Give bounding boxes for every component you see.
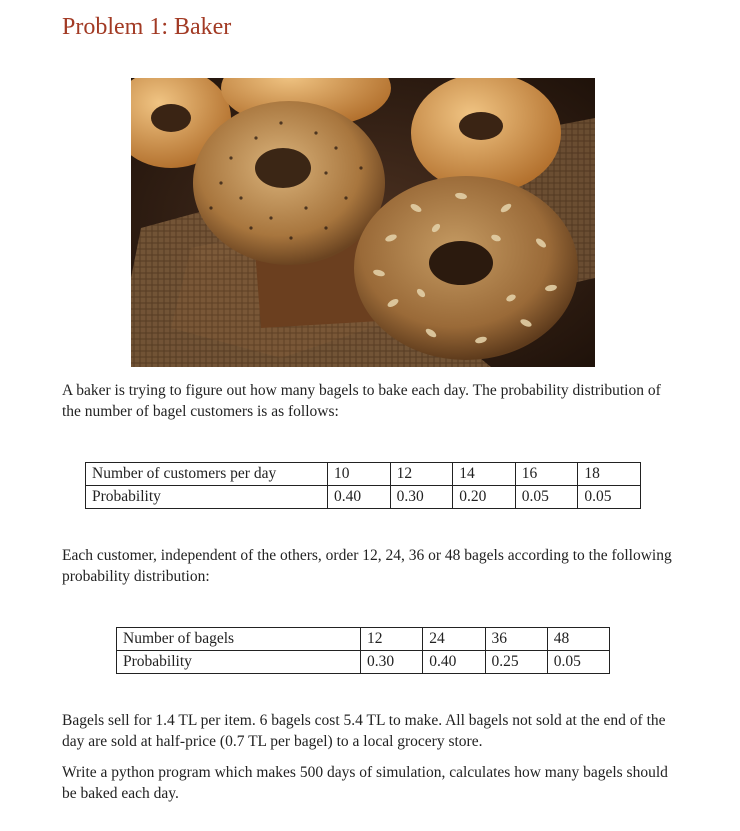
probability-value: 0.40 (423, 651, 485, 674)
customers-value: 12 (390, 463, 453, 486)
table-row (117, 651, 610, 674)
probability-value: 0.05 (578, 486, 641, 509)
row-label: Probability (117, 651, 361, 674)
customers-value: 10 (328, 463, 391, 486)
table-row (86, 486, 641, 509)
bagels-value: 24 (423, 628, 485, 651)
customers-value: 14 (453, 463, 516, 486)
bagels-value: 36 (485, 628, 547, 651)
row-label: Number of bagels (117, 628, 361, 651)
bagels-table (116, 627, 610, 674)
table-row (86, 463, 641, 486)
customers-value: 18 (578, 463, 641, 486)
probability-value: 0.40 (328, 486, 391, 509)
bagels-photo (131, 78, 595, 367)
task-paragraph: Write a python program which makes 500 days of simulation, calculates how many bagels should be baked each day. (62, 764, 668, 802)
bagels-value: 48 (547, 628, 609, 651)
table-row (117, 628, 610, 651)
row-label: Probability (86, 486, 328, 509)
probability-value: 0.05 (547, 651, 609, 674)
probability-value: 0.30 (390, 486, 453, 509)
row-label: Number of customers per day (86, 463, 328, 486)
probability-value: 0.05 (515, 486, 578, 509)
page-title: Problem 1: Baker (62, 14, 232, 40)
probability-value: 0.30 (361, 651, 423, 674)
intro-paragraph: A baker is trying to figure out how many bagels to bake each day. The probability distribution of the number of bagel customers is as follows: (62, 382, 661, 420)
customers-table (85, 462, 641, 509)
probability-value: 0.25 (485, 651, 547, 674)
customers-value: 16 (515, 463, 578, 486)
bagels-value: 12 (361, 628, 423, 651)
pricing-paragraph: Bagels sell for 1.4 TL per item. 6 bagels cost 5.4 TL to make. All bagels not sold at the end of the day are sold at half-price (0.7 TL per bagel) to a local grocery store. (62, 712, 666, 750)
order-paragraph: Each customer, independent of the others, order 12, 24, 36 or 48 bagels according to the following probability distribution: (62, 547, 672, 585)
probability-value: 0.20 (453, 486, 516, 509)
